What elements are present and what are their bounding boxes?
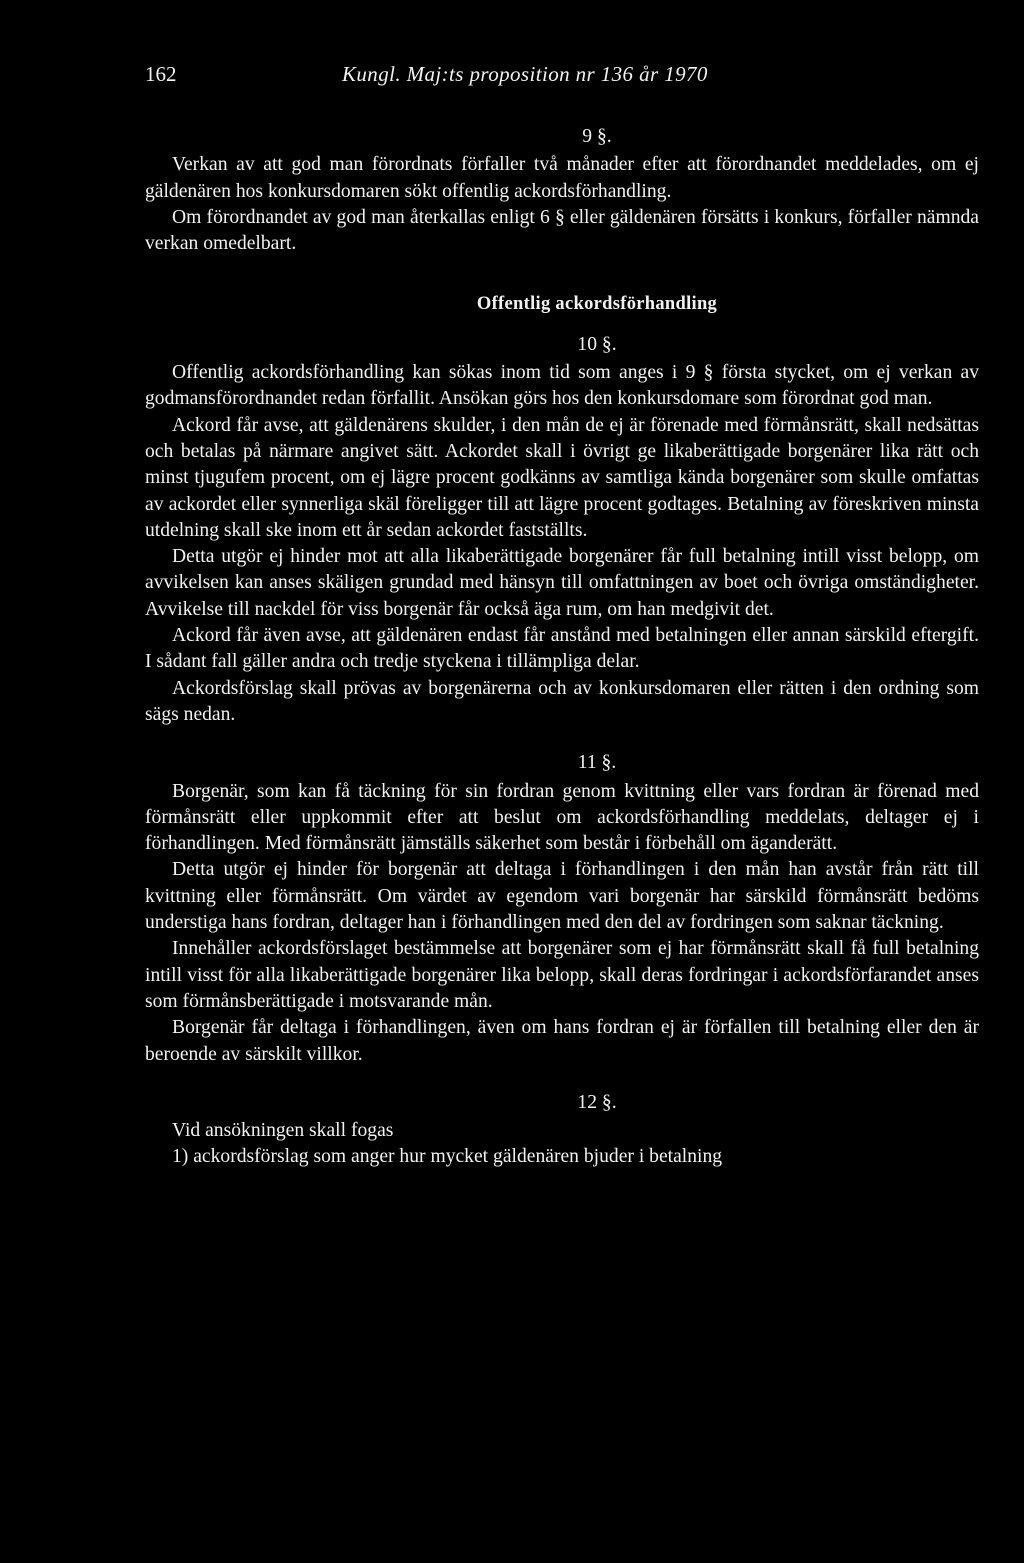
section-12-label: 12 §. <box>577 1091 617 1113</box>
running-title: Kungl. Maj:ts proposition nr 136 år 1970 <box>342 62 708 86</box>
section-11-paragraph-4: Borgenär får deltaga i förhandlingen, även om hans fordran ej är förfallen till betalning eller den är beroende av särskilt villkor. <box>145 1017 979 1065</box>
section-10-paragraph-5: Ackordsförslag skall prövas av borgenärerna och av konkursdomaren eller rätten i den ordning som sägs nedan. <box>145 677 979 725</box>
section-10-paragraph-2: Ackord får avse, att gäldenärens skulder, i den mån de ej är förenade med förmånsrätt, skall nedsättas och betalas på närmare angivet sätt. Ackordet skall i övrigt ge likaberättigade borgenärer lika rätt och minst tjugufem procent, om ej lägre procent godkänns av samtliga kända borgenärer som skulle omfattas av ackordet eller synnerliga skäl föreligger till att lägre procent godtages. Betalning av föreskriven minsta utdelning skall ske inom ett år sedan ackordet fastställts. <box>145 414 979 541</box>
section-10-paragraph-3: Detta utgör ej hinder mot att alla likaberättigade borgenärer får full betalning intill visst belopp, om avvikelsen kan anses skäligen grundad med hänsyn till omfattningen av boet och övriga omständigheter. Avvikelse till nackdel för viss borgenär får också äga rum, om han medgivit det. <box>145 546 979 620</box>
section-12-list-item-1: 1) ackordsförslag som anger hur mycket gäldenären bjuder i betalning <box>172 1146 723 1168</box>
section-11-paragraph-3: Innehåller ackordsförslaget bestämmelse att borgenärer som ej har förmånsrätt skall få full betalning intill visst för alla likaberättigade borgenärer lika belopp, skall deras fordringar i ackordsförfarandet anses som förmånsberättigade i motsvarande mån. <box>145 938 979 1012</box>
section-11-paragraph-1: Borgenär, som kan få täckning för sin fordran genom kvittning eller vars fordran är förenad med förmånsrätt eller uppkommit efter att beslut om ackordsförhandling meddelats, deltager ej i förhandlingen. Med förmånsrätt jämställs säkerhet som består i förbehåll om äganderätt. <box>145 780 979 855</box>
section-11-paragraph-2: Detta utgör ej hinder för borgenär att deltaga i förhandlingen i den mån han avstår från rätt till kvittning eller förmånsrätt. Om värdet av egendom vari borgenär har särskild förmånsrätt bedöms understiga hans fordran, deltager han i förhandlingen med den del av fordringen som saknar täckning. <box>145 859 979 934</box>
page-number: 162 <box>145 62 177 86</box>
section-10-label: 10 §. <box>577 333 617 355</box>
section-10-paragraph-4: Ackord får även avse, att gäldenären endast får anstånd med betalningen eller annan särskild eftergift. I sådant fall gäller andra och tredje styckena i tillämpliga delar. <box>145 625 979 673</box>
section-10-paragraph-1: Offentlig ackordsförhandling kan sökas inom tid som anges i 9 § första stycket, om ej verkan av godmansförordnandet redan förfallit. Ansökan görs hos den konkursdomare som förordnat god man. <box>145 362 979 410</box>
section-9-paragraph-2: Om förordnandet av god man återkallas enligt 6 § eller gäldenären försätts i konkurs, förfaller nämnda verkan omedelbart. <box>145 206 979 255</box>
section-heading: Offentlig ackordsförhandling <box>476 294 718 315</box>
section-11-label: 11 §. <box>577 752 617 774</box>
page-header <box>145 62 985 96</box>
section-12-paragraph-1: Vid ansökningen skall fogas <box>172 1120 394 1142</box>
section-9-label: 9 §. <box>582 126 612 147</box>
body-text <box>145 124 979 1171</box>
section-9-paragraph-1: Verkan av att god man förordnats förfaller två månader efter att förordnandet meddelades, om ej gäldenären hos konkursdomaren sökt offentlig ackordsförhandling. <box>145 154 979 202</box>
